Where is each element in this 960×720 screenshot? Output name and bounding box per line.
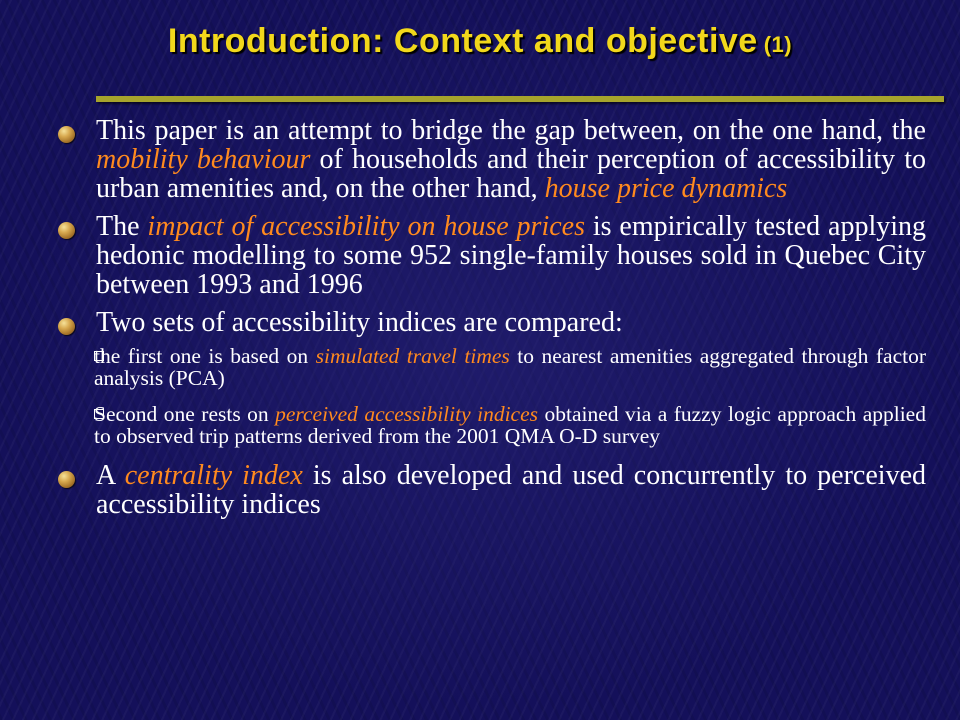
bullet-text: is also developed and used concurrently to perceived accessibility indices (96, 460, 926, 520)
bullet-text: This paper is an attempt to bridge the gap between, on the one hand, the (96, 115, 926, 146)
gold-sphere-bullet-icon (58, 222, 75, 239)
hollow-square-bullet-icon (94, 351, 104, 361)
emphasis-text: house price dynamics (544, 173, 788, 204)
title-number: (1) (763, 32, 793, 57)
sub-bullet-text: the first one is based on (94, 344, 316, 368)
emphasis-text: centrality index (124, 460, 303, 491)
slide-title (0, 22, 960, 61)
title-divider (96, 96, 944, 102)
emphasis-text: perceived accessibility indices (275, 402, 539, 426)
emphasis-text: mobility behaviour (96, 144, 311, 175)
bullet-text: Two sets of accessibility indices are compared: (96, 307, 623, 338)
hollow-square-bullet-icon (94, 409, 104, 419)
gold-sphere-bullet-icon (58, 471, 75, 488)
sub-bullet-item (94, 403, 926, 447)
bullet-text: is empirically tested applying hedonic modelling to some 952 single-family houses sold in Quebec City between 1993 and 1996 (96, 211, 926, 300)
gold-sphere-bullet-icon (58, 318, 75, 335)
bullet-item (54, 212, 926, 299)
bullet-text: The (96, 211, 148, 242)
bullet-text: A (96, 460, 125, 491)
bullet-item (54, 308, 926, 337)
sub-bullet-text: Second one rests on (94, 402, 276, 426)
sub-bullet-text: to nearest amenities aggregated through factor analysis (PCA) (94, 344, 926, 390)
bullet-item (54, 461, 926, 519)
bullet-text: of households and their perception of accessibility to urban amenities and, on the other hand, (96, 144, 926, 204)
bullet-item (54, 116, 926, 203)
sub-bullet-text: obtained via a fuzzy logic approach applied to observed trip patterns derived from the 2001 QMA O-D survey (94, 402, 926, 448)
title-text: Introduction: Context and objective (167, 22, 758, 60)
emphasis-text: impact of accessibility on house prices (147, 211, 585, 242)
emphasis-text: simulated travel times (315, 344, 510, 368)
gold-sphere-bullet-icon (58, 126, 75, 143)
sub-bullet-item (94, 345, 926, 389)
slide-body (54, 116, 926, 528)
